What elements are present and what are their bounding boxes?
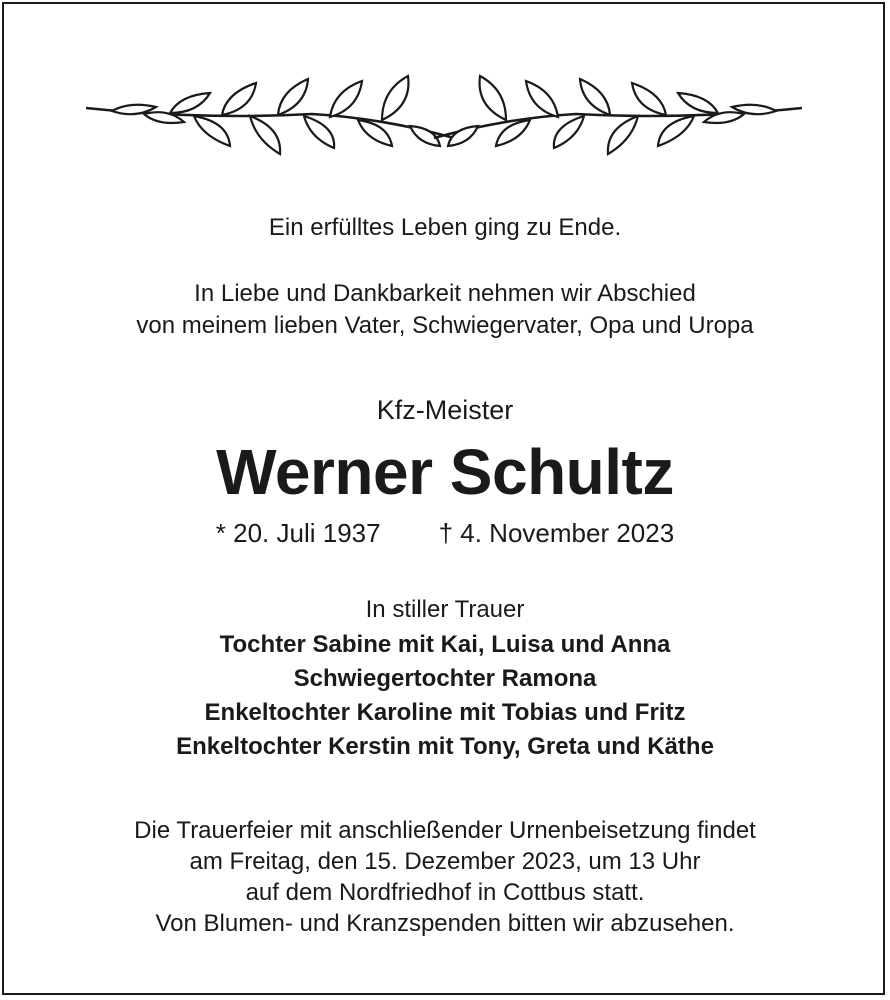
relatives-list xyxy=(0,628,890,764)
mourning-label: In stiller Trauer xyxy=(365,596,525,623)
service-details xyxy=(0,815,890,939)
life-dates xyxy=(0,518,890,549)
profession-title: Kfz-Meister xyxy=(376,395,514,425)
farewell-line: In Liebe und Dankbarkeit nehmen wir Abschied xyxy=(194,280,696,307)
death-date: † 4. November 2023 xyxy=(438,518,675,548)
relative-line: Enkeltochter Karoline mit Tobias und Fritz xyxy=(204,699,686,726)
service-line: auf dem Nordfriedhof in Cottbus statt. xyxy=(245,879,645,906)
farewell-line: von meinem lieben Vater, Schwiegervater, Opa und Uropa xyxy=(136,312,754,339)
service-line: Von Blumen- und Kranzspenden bitten wir abzusehen. xyxy=(155,910,735,937)
relative-line: Tochter Sabine mit Kai, Luisa und Anna xyxy=(219,631,671,658)
laurel-branches-icon xyxy=(82,62,806,180)
birth-date: * 20. Juli 1937 xyxy=(215,518,381,548)
farewell-text xyxy=(0,278,890,342)
relative-line: Schwiegertochter Ramona xyxy=(293,665,597,692)
service-line: am Freitag, den 15. Dezember 2023, um 13 Uhr xyxy=(189,848,701,875)
relative-line: Enkeltochter Kerstin mit Tony, Greta und Käthe xyxy=(176,733,714,760)
deceased-name: Werner Schultz xyxy=(216,436,674,508)
service-line: Die Trauerfeier mit anschließender Urnenbeisetzung findet xyxy=(134,817,756,844)
opening-line: Ein erfülltes Leben ging zu Ende. xyxy=(268,214,622,241)
